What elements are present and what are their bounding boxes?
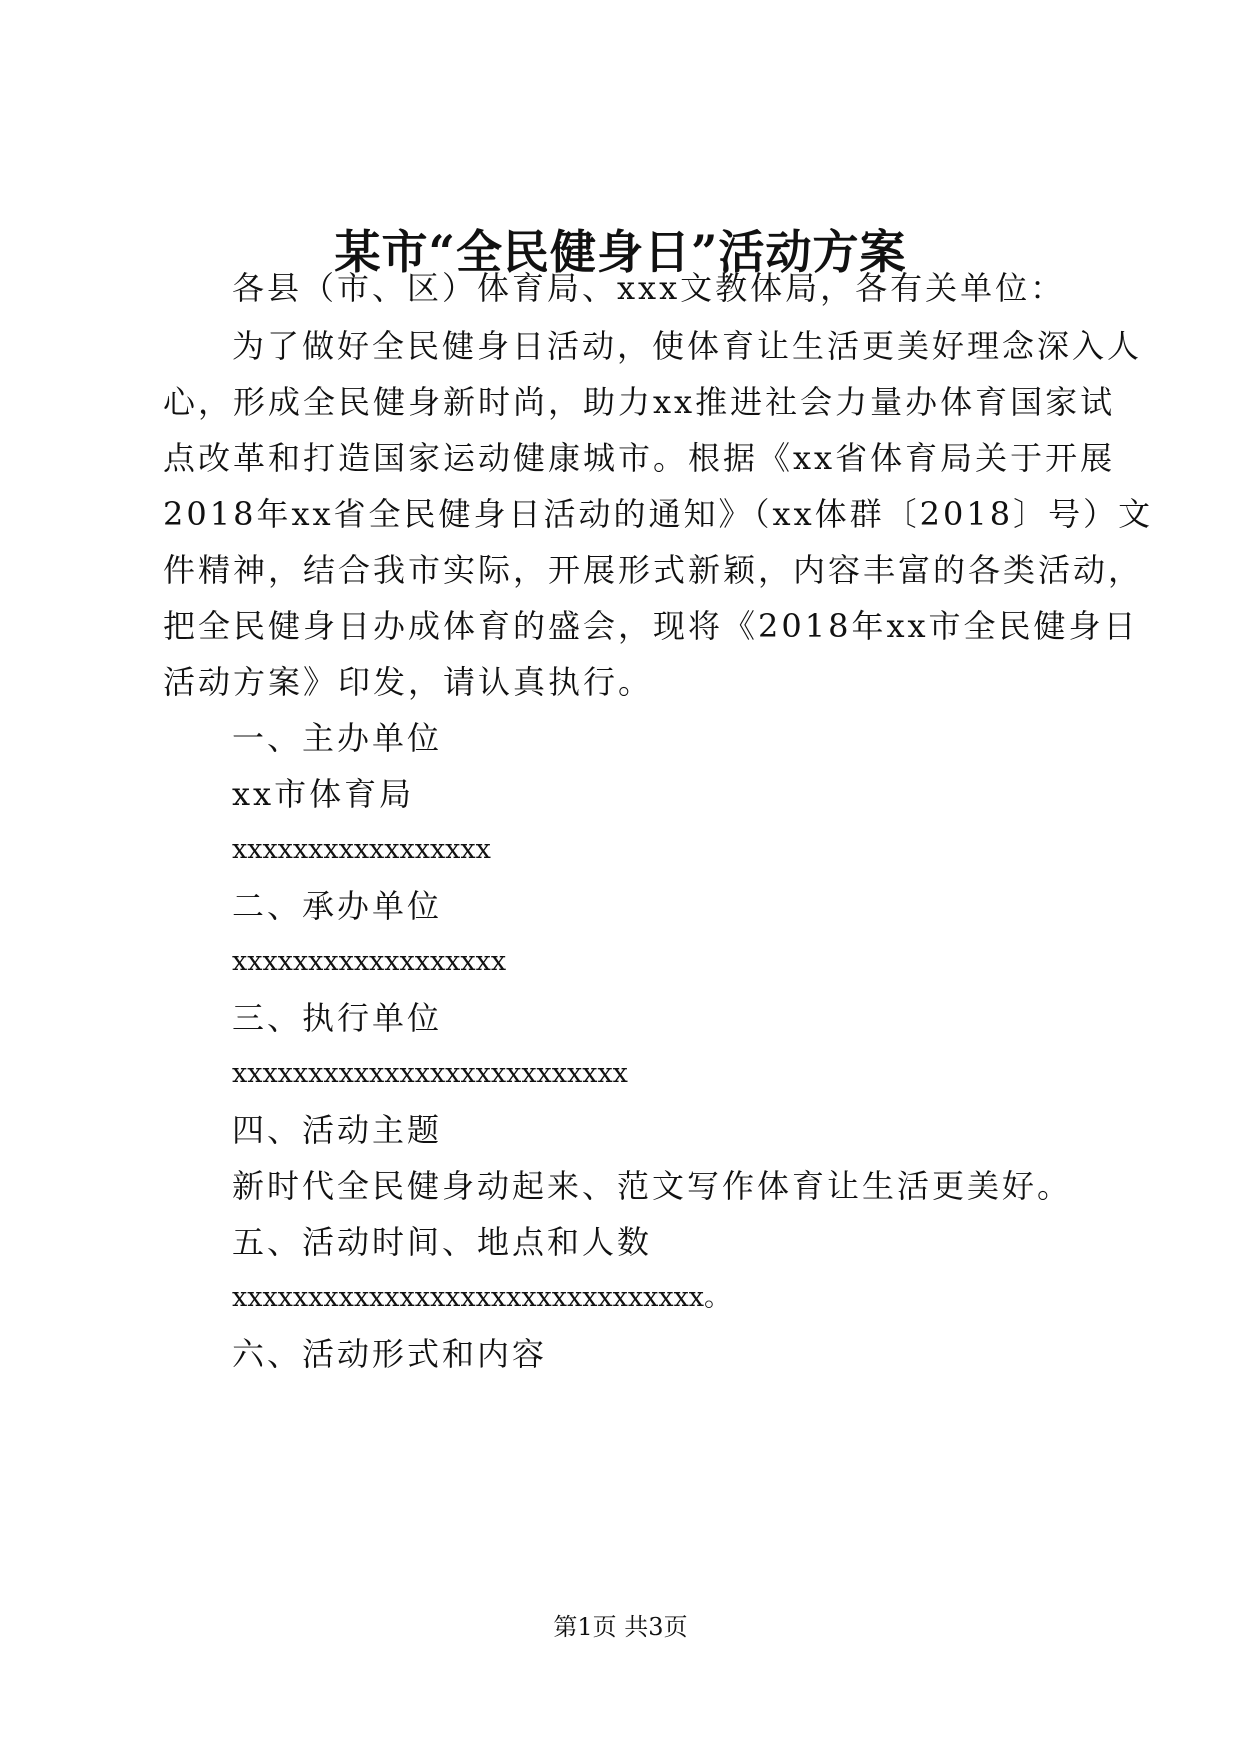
section-line: xxxxxxxxxxxxxxxxxxxxxxxxxxxxxxx。 xyxy=(232,1282,732,1313)
section-line: xxxxxxxxxxxxxxxxx xyxy=(232,834,491,865)
intro-line: 把全民健身日办成体育的盛会，现将《2018年xx市全民健身日 xyxy=(163,607,1139,645)
intro-line: 件精神，结合我市实际，开展形式新颖，内容丰富的各类活动， xyxy=(163,551,1144,589)
salutation: 各县（市、区）体育局、xxx文教体局，各有关单位： xyxy=(232,269,1066,307)
section-heading: 五、活动时间、地点和人数 xyxy=(232,1223,653,1261)
intro-line: 点改革和打造国家运动健康城市。根据《xx省体育局关于开展 xyxy=(163,439,1116,477)
intro-line: 为了做好全民健身日活动，使体育让生活更美好理念深入人 xyxy=(232,327,1143,365)
section-heading: 四、活动主题 xyxy=(232,1111,443,1149)
page-footer: 第1页 共3页 xyxy=(553,1613,688,1641)
section-line: xxxxxxxxxxxxxxxxxxxxxxxxxx xyxy=(232,1058,628,1089)
section-heading: 二、承办单位 xyxy=(232,887,443,925)
intro-line: 活动方案》印发，请认真执行。 xyxy=(163,663,654,701)
section-line: xx市体育局 xyxy=(232,775,415,813)
section-heading: 一、主办单位 xyxy=(232,719,443,757)
section-heading: 三、执行单位 xyxy=(232,999,443,1037)
document-title: 某市“全民健身日”活动方案 xyxy=(334,225,907,279)
intro-line: 2018年xx省全民健身日活动的通知》（xx体群〔2018〕号）文 xyxy=(163,495,1154,533)
intro-line: 心，形成全民健身新时尚，助力xx推进社会力量办体育国家试 xyxy=(163,383,1116,421)
section-line: 新时代全民健身动起来、范文写作体育让生活更美好。 xyxy=(232,1167,1073,1205)
section-heading: 六、活动形式和内容 xyxy=(232,1335,548,1373)
section-line: xxxxxxxxxxxxxxxxxx xyxy=(232,946,507,977)
